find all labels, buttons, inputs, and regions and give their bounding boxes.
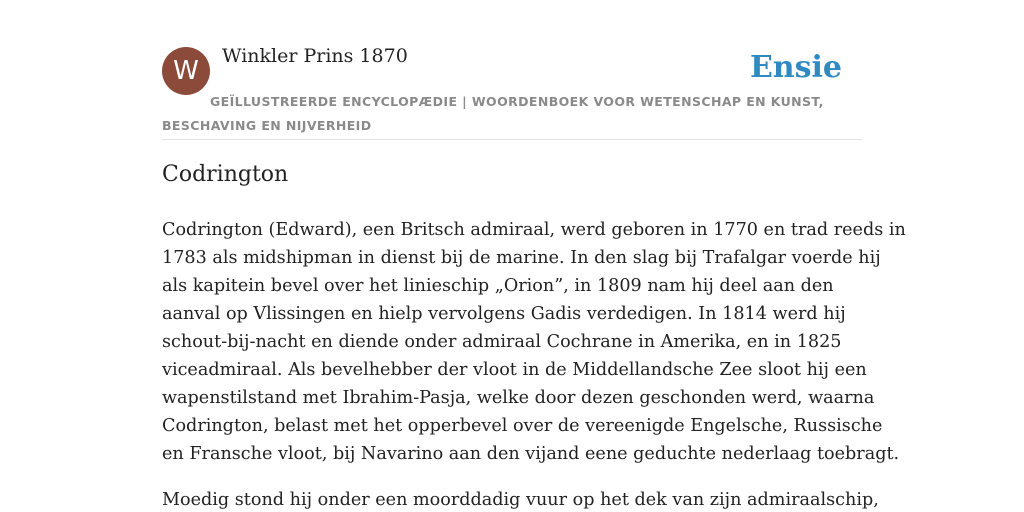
article-title: Codrington xyxy=(162,162,289,187)
text-line: aanval op Vlissingen en hielp vervolgens Gadis verdedigen. In 1814 werd hij xyxy=(162,304,846,324)
text-line: Codrington, belast met het opperbevel over de vereenigde Engelsche, Russische xyxy=(162,416,883,436)
text-line: als kapitein bevel over het linieschip „Orion”, in 1809 nam hij deel aan den xyxy=(162,276,834,296)
text-line: viceadmiraal. Als bevelhebber der vloot in de Middellandsche Zee sloot hij een xyxy=(162,360,867,380)
brand-logo-link[interactable]: Ensie xyxy=(749,50,842,85)
text-line: schout-bij-nacht en diende onder admiraal Cochrane in Amerika, en in 1825 xyxy=(162,332,842,352)
text-line: Moedig stond hij onder een moorddadig vuur op het dek van zijn admiraalschip, xyxy=(162,490,879,510)
text-line: wapenstilstand met Ibrahim-Pasja, welke door dezen geschonden werd, waarna xyxy=(162,388,875,408)
article-paragraph xyxy=(162,216,906,468)
source-title[interactable]: Winkler Prins 1870 xyxy=(222,45,408,67)
text-line: Codrington (Edward), een Britsch admiraal, werd geboren in 1770 en trad reeds in xyxy=(162,220,906,240)
source-subtitle: GEÏLLUSTREERDE ENCYCLOPÆDIE | WOORDENBOEK VOOR WETENSCHAP EN KUNST, BESCHAVING EN NIJVERHEID xyxy=(162,94,824,133)
text-line: en Fransche vloot, bij Navarino aan den vijand eene geduchte nederlaag toebragt. xyxy=(162,444,900,464)
text-line: 1783 als midshipman in dienst bij de marine. In den slag bij Trafalgar voerde hij xyxy=(162,248,881,268)
source-avatar[interactable]: W xyxy=(162,47,210,95)
article-body xyxy=(162,216,906,512)
header-divider xyxy=(162,139,862,140)
article-paragraph xyxy=(162,486,879,512)
